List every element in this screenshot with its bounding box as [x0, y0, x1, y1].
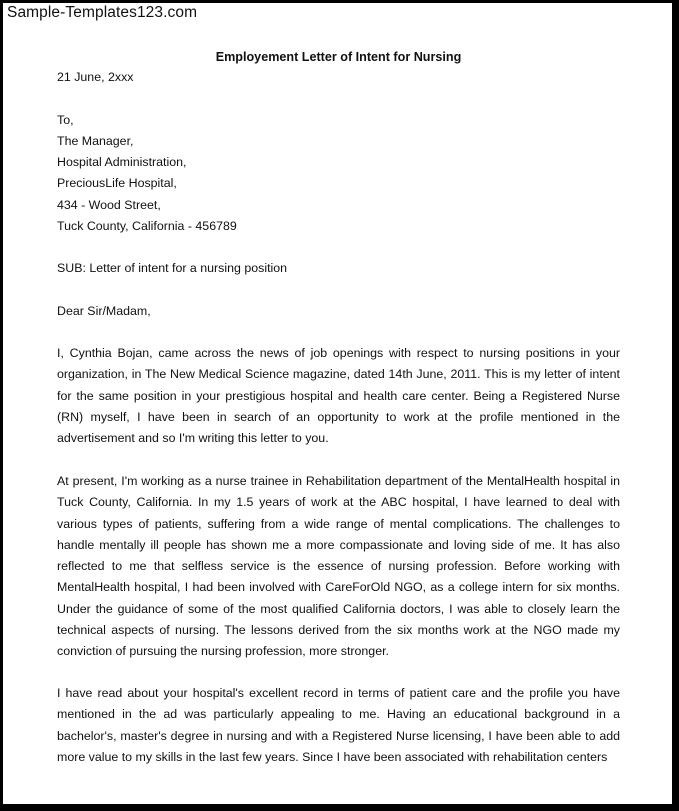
document-page — [3, 3, 672, 804]
site-watermark: Sample-Templates123.com — [7, 4, 198, 21]
recipient-line: Tuck County, California - 456789 — [57, 219, 237, 233]
letter-salutation: Dear Sir/Madam, — [57, 304, 151, 318]
recipient-to: To, — [57, 113, 74, 127]
letter-title: Employement Letter of Intent for Nursing — [215, 50, 462, 64]
letter-date: 21 June, 2xxx — [57, 70, 134, 84]
recipient-line: PreciousLife Hospital, — [57, 176, 177, 190]
body-paragraph: At present, I'm working as a nurse trainee in Rehabilitation department of the MentalHealth hospital in Tuck County, California. In my 1.5 years of work at the ABC hospital, I have learned to deal with various types of patients, suffering from a wide range of mental complications. The challenges to handle mentally ill people has shown me a more compassionate and loving side of me. It has also reflected to me that selfless service is the essence of nursing profession. Before working with MentalHealth hospital, I had been involved with CareForOld NGO, as a college intern for six months. Under the guidance of some of the most qualified California doctors, I was able to closely learn the technical aspects of nursing. The lessons derived from the six months work at the NGO made my conviction of pursuing the nursing profession, more stronger. — [57, 474, 620, 659]
recipient-line: The Manager, — [57, 134, 134, 148]
body-paragraph: I have read about your hospital's excellent record in terms of patient care and the profile you have mentioned in the ad was particularly appealing to me. Having an educational background in a bachelor's, master's degree in nursing and with a Registered Nurse licensing, I have been able to add more value to my skills in the last few years. Since I have been associated with rehabilitation centers — [57, 686, 620, 764]
letter-subject: SUB: Letter of intent for a nursing position — [57, 261, 288, 275]
recipient-line: Hospital Administration, — [57, 155, 187, 169]
body-paragraph: I, Cynthia Bojan, came across the news of job openings with respect to nursing positions in your organization, in The New Medical Science magazine, dated 14th June, 2011. This is my letter of intent for the same position in your prestigious hospital and health care center. Being a Registered Nurse (RN) myself, I have been in search of an opportunity to work at the profile mentioned in the advertisement and so I'm writing this letter to you. — [57, 346, 620, 446]
recipient-line: 434 - Wood Street, — [57, 198, 161, 212]
